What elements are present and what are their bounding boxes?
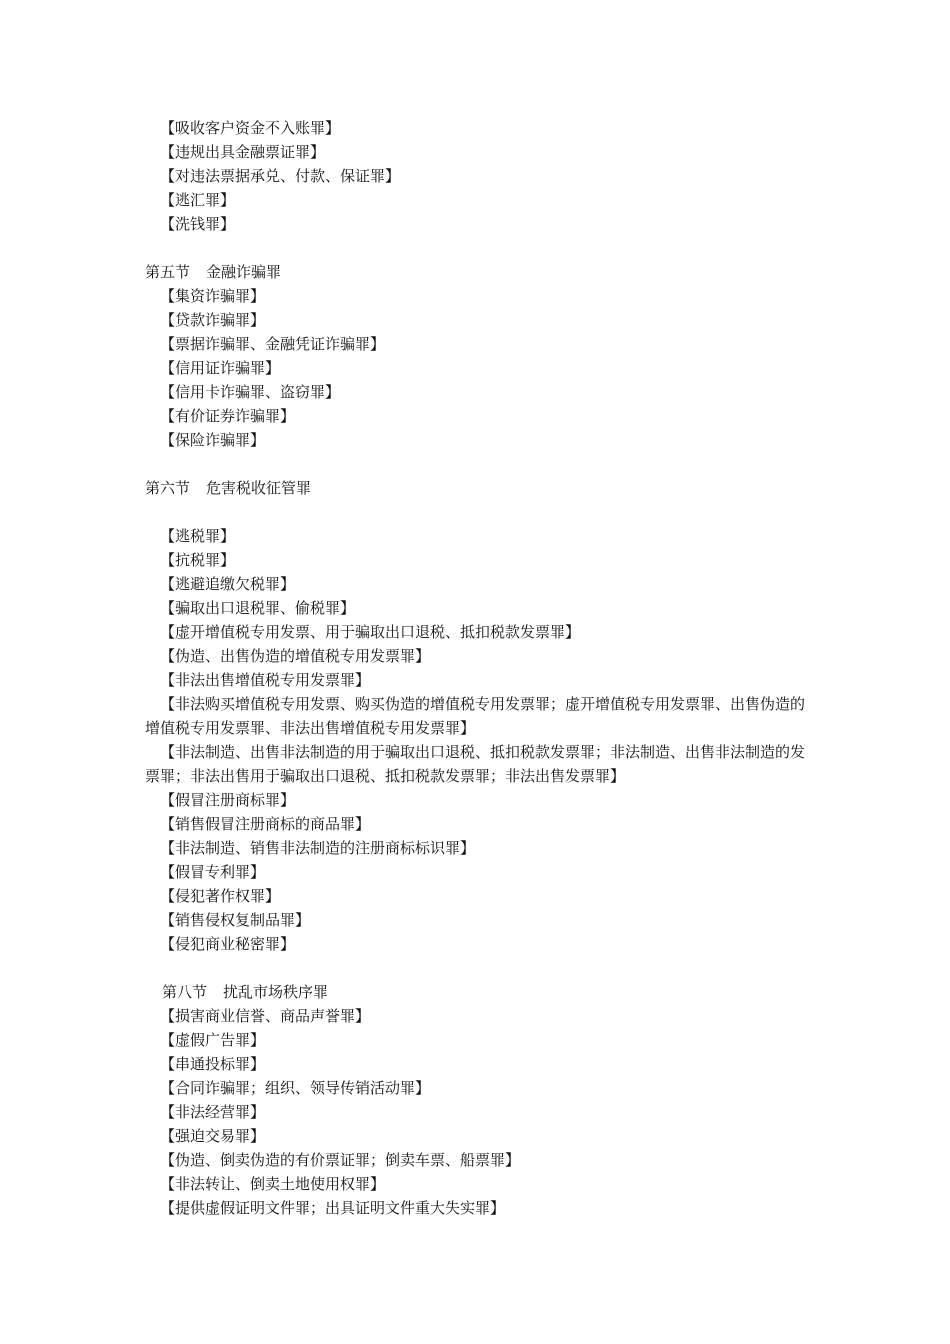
- crime-item: 【销售假冒注册商标的商品罪】: [160, 815, 371, 833]
- crime-item: 【提供虚假证明文件罪；出具证明文件重大失实罪】: [160, 1199, 506, 1217]
- section-title: 危害税收征管罪: [206, 479, 312, 497]
- crime-item: 【假冒专利罪】: [160, 863, 266, 881]
- crime-item: 【非法转让、倒卖土地使用权罪】: [160, 1175, 386, 1193]
- document-body: [145, 116, 815, 1220]
- crime-item: 【逃税罪】: [160, 527, 236, 545]
- crime-item: 【有价证券诈骗罪】: [160, 407, 296, 425]
- crime-item: 【非法经营罪】: [160, 1103, 266, 1121]
- crime-item: 【侵犯商业秘密罪】: [160, 935, 296, 953]
- crime-item: 【损害商业信誉、商品声誉罪】: [160, 1007, 371, 1025]
- crime-item: 【保险诈骗罪】: [160, 431, 266, 449]
- blank-line: [145, 956, 815, 980]
- crime-item: 【票据诈骗罪、金融凭证诈骗罪】: [160, 335, 386, 353]
- crime-item: 【抗税罪】: [160, 551, 236, 569]
- section-number: 第八节: [162, 983, 208, 1001]
- crime-item: 【串通投标罪】: [160, 1055, 266, 1073]
- crime-item-multiline: 【非法购买增值税专用发票、购买伪造的增值税专用发票罪；虚开增值税专用发票罪、出售伪造的增值税专用发票罪、非法出售增值税专用发票罪】: [145, 695, 806, 737]
- crime-item: 【侵犯著作权罪】: [160, 887, 281, 905]
- blank-line: [145, 500, 815, 524]
- crime-item: 【骗取出口退税罪、偷税罪】: [160, 599, 356, 617]
- crime-item: 【虚开增值税专用发票、用于骗取出口退税、抵扣税款发票罪】: [160, 623, 581, 641]
- section-title: 金融诈骗罪: [206, 263, 282, 281]
- crime-item: 【贷款诈骗罪】: [160, 311, 266, 329]
- crime-item: 【非法制造、销售非法制造的注册商标标识罪】: [160, 839, 476, 857]
- blank-line: [145, 236, 815, 260]
- crime-item: 【吸收客户资金不入账罪】: [160, 119, 341, 137]
- crime-item: 【对违法票据承兑、付款、保证罪】: [160, 167, 401, 185]
- crime-item-multiline: 【非法制造、出售非法制造的用于骗取出口退税、抵扣税款发票罪；非法制造、出售非法制造的发票罪；非法出售用于骗取出口退税、抵扣税款发票罪；非法出售发票罪】: [145, 743, 806, 785]
- crime-item: 【信用卡诈骗罪、盗窃罪】: [160, 383, 341, 401]
- crime-item: 【逃汇罪】: [160, 191, 236, 209]
- crime-item: 【伪造、倒卖伪造的有价票证罪；倒卖车票、船票罪】: [160, 1151, 521, 1169]
- section-heading: [145, 980, 815, 1004]
- crime-item: 【合同诈骗罪；组织、领导传销活动罪】: [160, 1079, 431, 1097]
- crime-item: 【违规出具金融票证罪】: [160, 143, 326, 161]
- section-heading: [145, 476, 815, 500]
- section-heading: [145, 260, 815, 284]
- section-number: 第六节: [145, 479, 191, 497]
- crime-item: 【集资诈骗罪】: [160, 287, 266, 305]
- crime-item: 【非法出售增值税专用发票罪】: [160, 671, 371, 689]
- crime-item: 【销售侵权复制品罪】: [160, 911, 311, 929]
- crime-item: 【伪造、出售伪造的增值税专用发票罪】: [160, 647, 431, 665]
- section-title: 扰乱市场秩序罪: [223, 983, 329, 1001]
- blank-line: [145, 452, 815, 476]
- crime-item: 【假冒注册商标罪】: [160, 791, 296, 809]
- crime-item: 【洗钱罪】: [160, 215, 236, 233]
- crime-item: 【逃避追缴欠税罪】: [160, 575, 296, 593]
- section-number: 第五节: [145, 263, 191, 281]
- crime-item: 【信用证诈骗罪】: [160, 359, 281, 377]
- crime-item: 【强迫交易罪】: [160, 1127, 266, 1145]
- crime-item: 【虚假广告罪】: [160, 1031, 266, 1049]
